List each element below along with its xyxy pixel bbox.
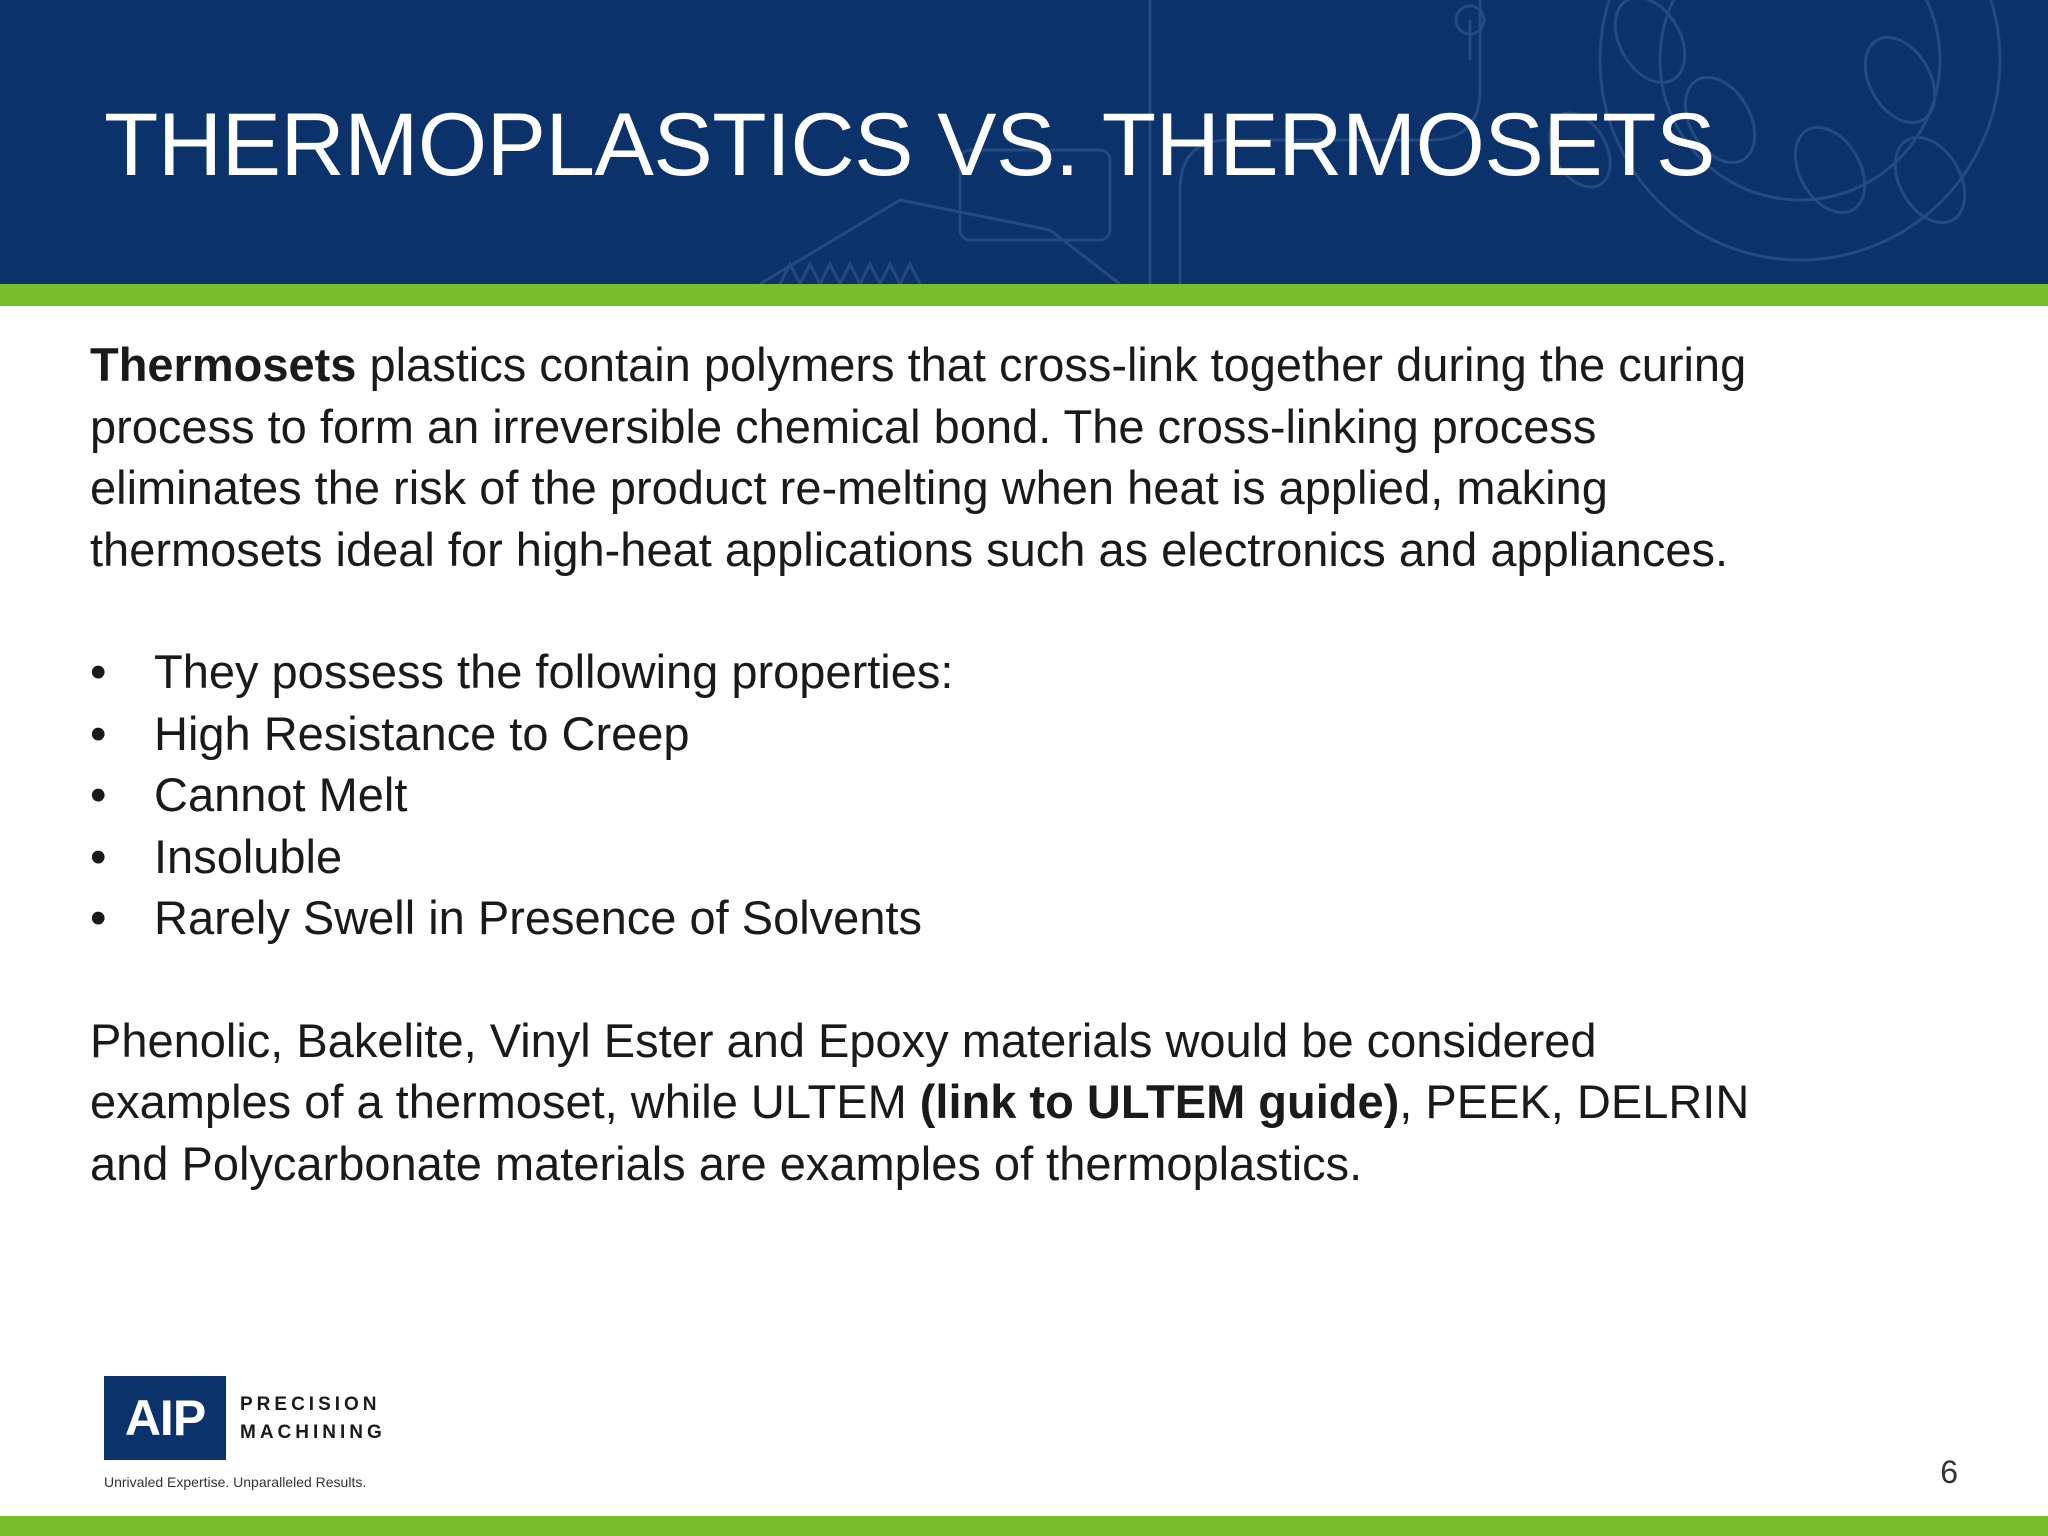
page-title: THERMOPLASTICS VS. THERMOSETS xyxy=(104,94,1715,194)
bullet-icon: • xyxy=(90,829,107,883)
intro-paragraph xyxy=(90,334,1810,580)
list-item-text: Rarely Swell in Presence of Solvents xyxy=(154,891,923,944)
closing-paragraph xyxy=(90,1010,1810,1195)
bullet-icon: • xyxy=(90,891,107,944)
list-item-text: Insoluble xyxy=(154,829,343,883)
list-item xyxy=(90,703,1810,765)
closing-text-1: Phenolic, Bakelite, Vinyl Ester and Epoxy materials would be considered examples of a thermoset, while ULTEM xyxy=(90,1013,1597,1128)
list-item-text: High Resistance to Creep xyxy=(154,706,690,760)
bullet-icon: • xyxy=(90,645,107,698)
logo-mark: AIP xyxy=(104,1376,226,1460)
list-item xyxy=(90,826,1810,888)
company-logo xyxy=(104,1376,404,1496)
page-number: 6 xyxy=(1940,1454,1958,1490)
logo-word-precision: PRECISION xyxy=(240,1394,381,1415)
list-item xyxy=(90,641,1810,703)
bullet-icon: • xyxy=(90,706,107,760)
logo-tagline: Unrivaled Expertise. Unparalleled Results. xyxy=(104,1474,367,1490)
header-banner xyxy=(0,0,2048,284)
bullet-icon: • xyxy=(90,768,107,821)
closing-text-2: , PEEK, DELRIN and Polycarbonate materials are examples of thermoplastics. xyxy=(90,1075,1750,1190)
intro-text: plastics contain polymers that cross-link together during the curing process to form an irreversible chemical bond. The cross-linking process eliminates the risk of the product re-melting when heat is applied, making thermosets ideal for high-heat applications such as electronics and appliances. xyxy=(90,338,1747,576)
accent-bar-top xyxy=(0,284,2048,306)
slide-body xyxy=(90,334,1810,1194)
list-item xyxy=(90,764,1810,826)
list-item-text: They possess the following properties: xyxy=(154,645,954,698)
intro-bold-term: Thermosets xyxy=(90,338,357,391)
accent-bar-bottom xyxy=(0,1516,2048,1536)
ultem-guide-link[interactable]: (link to ULTEM guide) xyxy=(919,1075,1400,1128)
properties-list xyxy=(90,641,1810,949)
list-item xyxy=(90,887,1810,949)
logo-word-machining: MACHINING xyxy=(240,1422,386,1443)
list-item-text: Cannot Melt xyxy=(154,768,408,821)
